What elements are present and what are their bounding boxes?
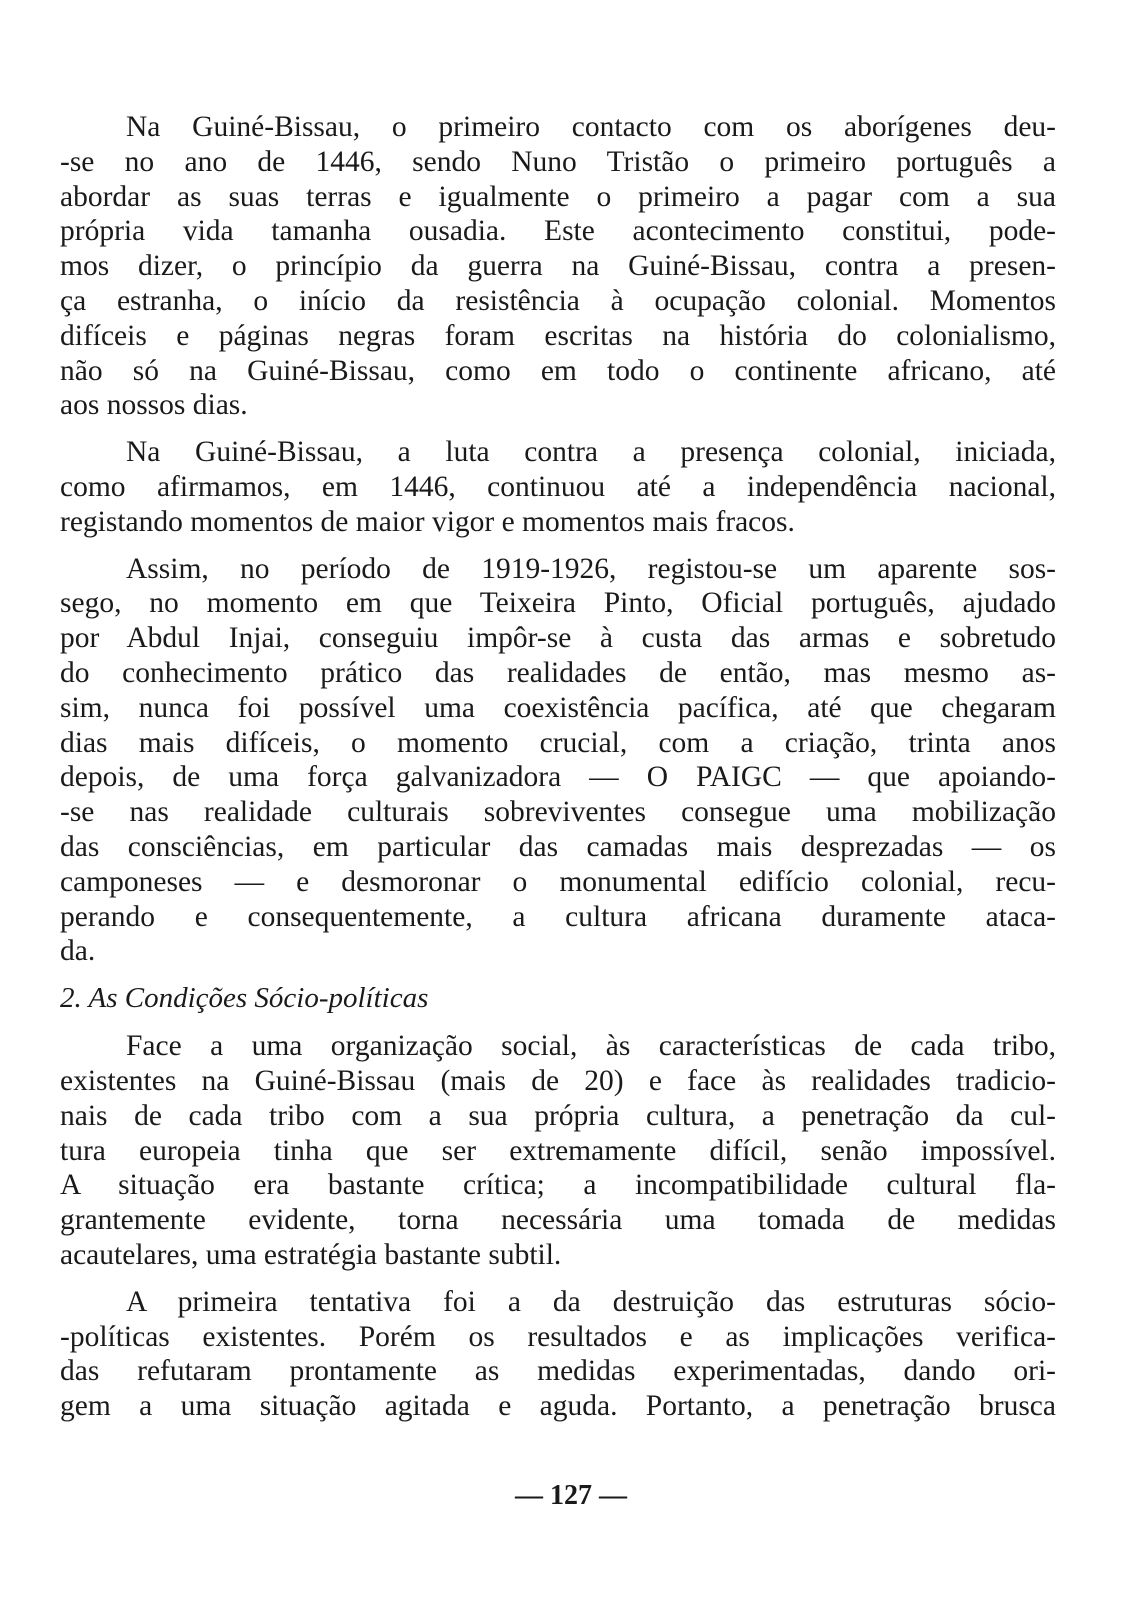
text-line: própria vida tamanha ousadia. Este acontecimento constitui, pode-: [60, 215, 1056, 248]
text-line: camponeses — e desmoronar o monumental edifício colonial, recu-: [60, 865, 1056, 898]
section-heading: 2. As Condições Sócio-políticas: [60, 982, 429, 1015]
text-line: dias mais difíceis, o momento crucial, com a criação, trinta anos: [60, 726, 1056, 759]
text-line: abordar as suas terras e igualmente o primeiro a pagar com a sua: [60, 180, 1056, 213]
text-line: registando momentos de maior vigor e momentos mais fracos.: [60, 505, 795, 538]
text-line: das consciências, em particular das camadas mais desprezadas — os: [60, 830, 1056, 863]
page-number: — 127 —: [515, 1480, 627, 1511]
text-line: depois, de uma força galvanizadora — O PAIGC — que apoiando-: [60, 761, 1056, 794]
text-line: aos nossos dias.: [60, 389, 248, 422]
text-line: Assim, no período de 1919-1926, registou-se um aparente sos-: [126, 552, 1056, 585]
text-line: tura europeia tinha que ser extremamente difícil, senão impossível.: [60, 1134, 1056, 1167]
text-line: existentes na Guiné-Bissau (mais de 20) e face às realidades tradicio-: [60, 1064, 1056, 1097]
text-line: difíceis e páginas negras foram escritas na história do colonialismo,: [60, 319, 1056, 352]
paragraph-2: [60, 435, 1056, 539]
text-line: como afirmamos, em 1446, continuou até a independência nacional,: [60, 470, 1056, 503]
text-line: nais de cada tribo com a sua própria cultura, a penetração da cul-: [60, 1099, 1056, 1132]
text-line: ça estranha, o início da resistência à ocupação colonial. Momentos: [60, 284, 1056, 317]
text-line: Na Guiné-Bissau, o primeiro contacto com os aborígenes deu-: [126, 111, 1056, 143]
text-line: Face a uma organização social, às características de cada tribo,: [126, 1030, 1056, 1063]
text-line: A situação era bastante crítica; a incompatibilidade cultural fla-: [60, 1169, 1056, 1202]
text-line: perando e consequentemente, a cultura africana duramente ataca-: [60, 900, 1056, 933]
text-line: -se nas realidade culturais sobreviventes consegue uma mobilização: [60, 796, 1056, 829]
paragraph-4: [60, 1029, 1056, 1273]
text-line: por Abdul Injai, conseguiu impôr-se à custa das armas e sobretudo: [60, 622, 1056, 655]
text-line: -se no ano de 1446, sendo Nuno Tristão o primeiro português a: [60, 145, 1056, 178]
paragraph-5: [60, 1285, 1056, 1424]
text-line: acautelares, uma estratégia bastante subtil.: [60, 1238, 562, 1271]
document-page: [60, 110, 1056, 1436]
text-line: do conhecimento prático das realidades de então, mas mesmo as-: [60, 656, 1056, 689]
paragraph-1: [60, 110, 1056, 423]
text-line: sego, no momento em que Teixeira Pinto, Oficial português, ajudado: [60, 587, 1056, 620]
text-line: grantemente evidente, torna necessária uma tomada de medidas: [60, 1204, 1056, 1237]
text-line: A primeira tentativa foi a da destruição das estruturas sócio-: [126, 1285, 1056, 1318]
text-line: das refutaram prontamente as medidas experimentadas, dando ori-: [60, 1355, 1056, 1388]
text-line: Na Guiné-Bissau, a luta contra a presença colonial, iniciada,: [126, 436, 1056, 469]
text-line: sim, nunca foi possível uma coexistência pacífica, até que chegaram: [60, 691, 1056, 724]
text-line: mos dizer, o princípio da guerra na Guiné-Bissau, contra a presen-: [60, 250, 1056, 283]
text-line: -políticas existentes. Porém os resultados e as implicações verifica-: [60, 1320, 1056, 1353]
text-line: gem a uma situação agitada e aguda. Portanto, a penetração brusca: [60, 1390, 1056, 1423]
paragraph-3: [60, 552, 1056, 970]
text-line: não só na Guiné-Bissau, como em todo o continente africano, até: [60, 354, 1056, 387]
text-line: da.: [60, 935, 96, 968]
